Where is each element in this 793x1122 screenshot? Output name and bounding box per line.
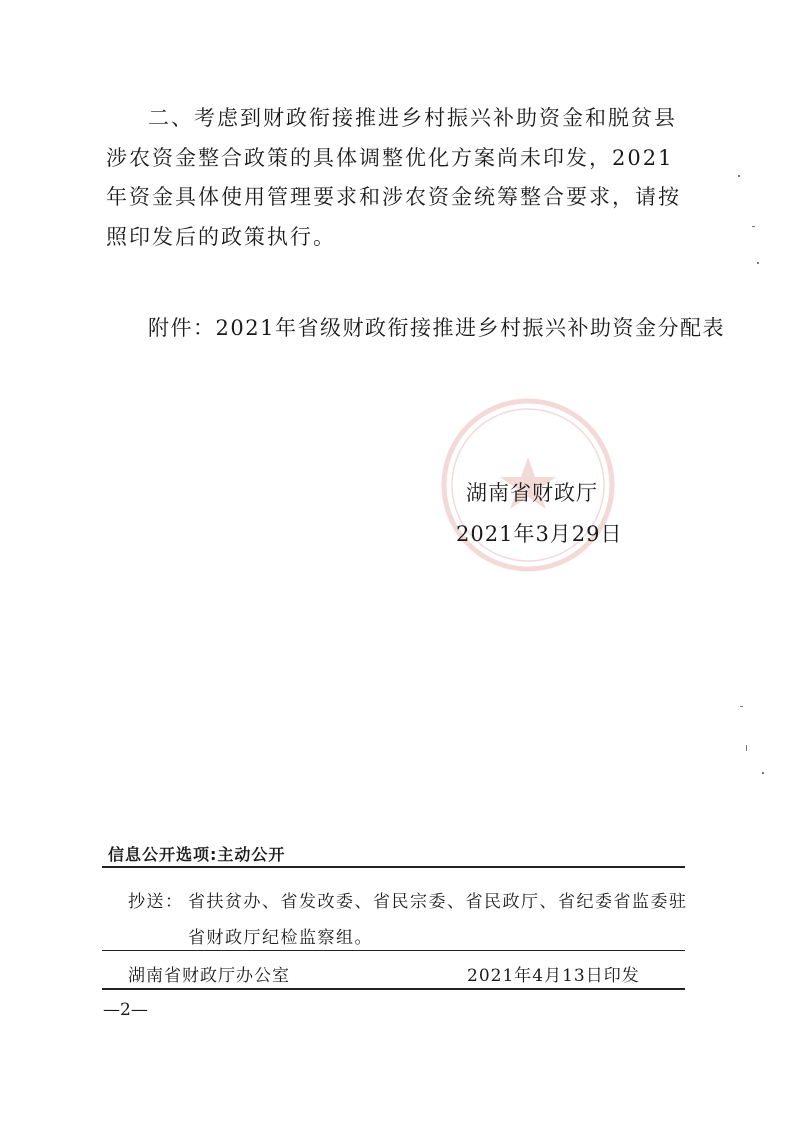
scan-speck (746, 745, 747, 751)
cc-recipients-line-2: 省财政厅纪检监察组。 (188, 928, 373, 948)
page-number: —2— (103, 1000, 148, 1020)
scan-speck (762, 772, 764, 774)
scan-speck (738, 175, 740, 177)
cc-recipients-line-1: 省扶贫办、省发改委、省民宗委、省民政厅、省纪委省监委驻 (188, 892, 688, 912)
footer-top-rule (102, 866, 685, 868)
footer-bottom-rule (102, 988, 685, 990)
scan-speck (752, 226, 755, 227)
signature-organization: 湖南省财政厅 (466, 481, 598, 505)
disclosure-option: 信息公开选项:主动公开 (108, 845, 286, 864)
issuing-office: 湖南省财政厅办公室 (128, 966, 290, 986)
body-paragraph: 二、考虑到财政衔接推进乡村振兴补助资金和脱贫县涉农资金整合政策的具体调整优化方案尚未印发，2021年资金具体使用管理要求和涉农资金统筹整合要求，请按照印发后的政策执行。 (106, 106, 681, 249)
cc-block (128, 884, 688, 956)
attachment-line: 附件：2021年省级财政衔接推进乡村振兴补助资金分配表 (148, 316, 725, 340)
issue-date: 2021年4月13日印发 (467, 966, 640, 986)
scan-speck (740, 706, 743, 707)
scan-speck (757, 262, 759, 264)
cc-label: 抄送： (128, 892, 184, 912)
signature-date: 2021年3月29日 (456, 522, 623, 546)
footer-middle-rule (102, 950, 685, 951)
